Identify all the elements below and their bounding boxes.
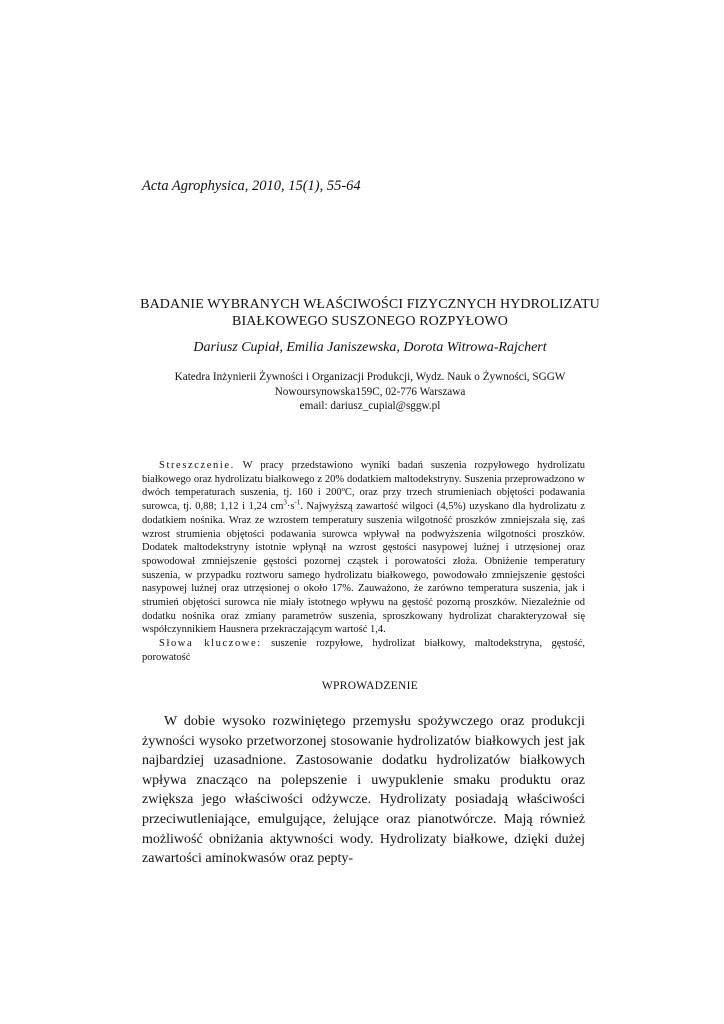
affiliation-email: email: dariusz_cupial@sggw.pl (299, 400, 441, 412)
journal-reference: Acta Agrophysica, 2010, 15(1), 55-64 (142, 178, 361, 194)
title-line-2: BIAŁKOWEGO SUSZONEGO ROZPYŁOWO (232, 314, 508, 329)
affiliation (100, 370, 640, 414)
section-heading: WPROWADZENIE (321, 680, 419, 692)
abstract-text-part-2: ·s (286, 501, 295, 513)
abstract-text-part-3: . Najwyższą zawartość wilgoci (4,5%) uzyskano dla hydrolizatu z dodatkiem nośnika. Wraz ze wzrostem temperatury suszenia wilgotność proszków zmniejszała się, zaś wzrost strumienia objętości podawania surowca wpływał na podwyższenia wilgotności proszków. Dodatek maltodekstryny istotnie wpłynął na wzrost gęstości nasypowej luźnej i utrzęsionej oraz spowodował zmniejszenie gęstości pozornej cząstek i porowatości złoża. Obniżenie temperatury suszenia, w przypadku roztworu samego hydrolizatu białkowego, powodowało zmniejszenie gęstości nasypowej luźnej oraz utrzęsionej o około 17%. Zauważono, że zarówno temperatura suszenia, jak i strumień objętości surowca nie miały istotnego wpływu na gęstość pozorną proszków. Niezależnie od dodatku nośnika oraz zmiany parametrów suszenia, sproszkowany hydrolizat charakteryzował się współczynnikiem Hausnera przekraczającym wartość 1,4. (142, 501, 586, 636)
author-list: Dariusz Cupiał, Emilia Janiszewska, Dorota Witrowa-Rajchert (193, 340, 547, 355)
paper-title (100, 296, 640, 330)
title-line-1: BADANIE WYBRANYCH WŁAŚCIWOŚCI FIZYCZNYCH HYDROLIZATU (140, 297, 600, 312)
abstract-sup-2: -1 (294, 498, 301, 507)
abstract (142, 459, 585, 665)
abstract-label: Streszczenie. (159, 460, 235, 471)
abstract-paragraph (142, 459, 585, 637)
keywords-text: suszenie rozpyłowe, hydrolizat białkowy, maltodekstryna, gęstość, porowatość (142, 638, 586, 663)
intro-paragraph: W dobie wysoko rozwiniętego przemysłu spożywczego oraz produkcji żywności wysoko przetworzonej stosowanie hydrolizatów białkowych jest jak najbardziej uzasadnione. Zastosowanie dodatku hydrolizatów białkowych wpływa znacząco na polepszenie i uwypuklenie smaku produktu oraz zwiększa jego właściwości odżywcze. Hydrolizaty posiadają właściwości przeciwutleniające, emulgujące, żelujące oraz pianotwórcze. Mają również możliwość obniżania aktywności wody. Hydrolizaty białkowe, dzięki dużej zawartości aminokwasów oraz pepty- (142, 714, 585, 867)
keywords (142, 637, 585, 664)
body-text (142, 712, 585, 869)
abstract-sup-1: 3 (283, 498, 287, 507)
keywords-label: Słowa kluczowe: (159, 638, 262, 650)
affiliation-address: Nowoursynowska159C, 02-776 Warszawa (274, 385, 466, 398)
abstract-text-part-1: W pracy przedstawiono wyniki badań suszenia rozpyłowego hydrolizatu białkowego oraz hydrolizatu białkowego z 20% dodatkiem maltodekstryny. Suszenia przeprowadzono w dwóch temperaturach suszenia, tj. 160 i 200ºC, oraz przy trzech strumieniach objętości podawania surowca, tj. 0,88; 1,12 i 1,24 cm (142, 460, 585, 513)
affiliation-department: Katedra Inżynierii Żywności i Organizacji Produkcji, Wydz. Nauk o Żywności, SGGW (174, 371, 566, 383)
